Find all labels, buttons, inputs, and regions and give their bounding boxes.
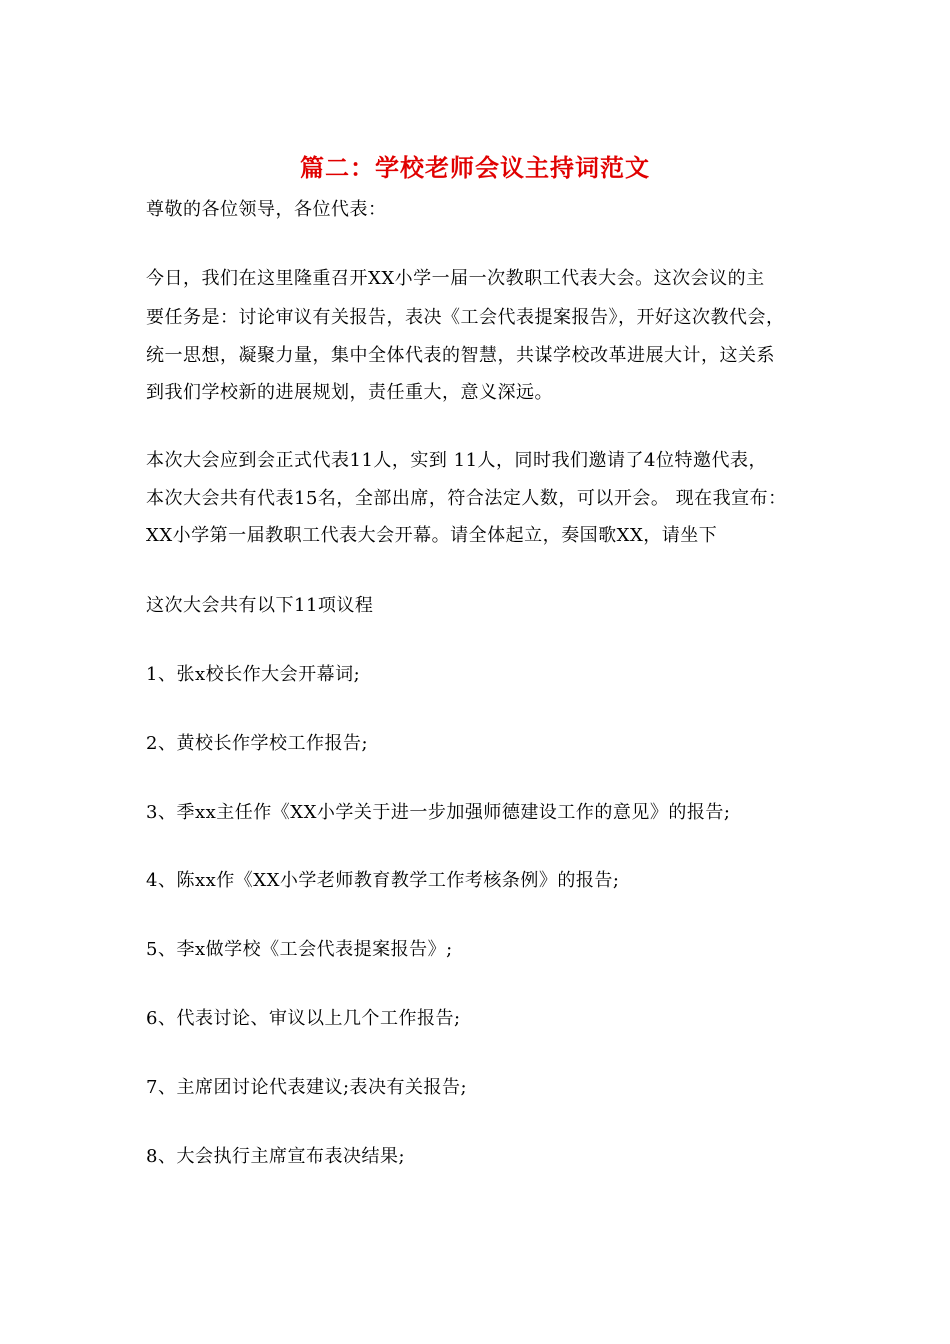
agenda-item-2: 2、黄校长作学校工作报告; bbox=[146, 733, 369, 754]
paragraph-1-line-2: 要任务是：讨论审议有关报告，表决《工会代表提案报告》，开好这次教代会， bbox=[146, 307, 785, 328]
agenda-item-1: 1、张x校长作大会开幕词; bbox=[146, 664, 361, 685]
agenda-item-7: 7、主席团讨论代表建议;表决有关报告; bbox=[146, 1077, 468, 1098]
agenda-item-8: 8、大会执行主席宣布表决结果; bbox=[146, 1146, 406, 1167]
agenda-item-6: 6、代表讨论、审议以上几个工作报告; bbox=[146, 1008, 461, 1029]
paragraph-2-line-1: 本次大会应到会正式代表11人，实到 11人，同时我们邀请了4位特邀代表， bbox=[146, 450, 767, 471]
document-title: 篇二：学校老师会议主持词范文 bbox=[300, 154, 650, 182]
paragraph-1-line-3: 统一思想，凝聚力量，集中全体代表的智慧，共谋学校改革进展大计，这关系 bbox=[146, 345, 775, 366]
agenda-item-5: 5、李x做学校《工会代表提案报告》; bbox=[146, 939, 453, 960]
agenda-item-4: 4、陈xx作《XX小学老师教育教学工作考核条例》的报告; bbox=[146, 870, 620, 891]
agenda-intro: 这次大会共有以下11项议程 bbox=[146, 595, 374, 616]
paragraph-2-line-2: 本次大会共有代表15名，全部出席，符合法定人数，可以开会。 现在我宣布： bbox=[146, 488, 787, 509]
agenda-item-3: 3、季xx主任作《XX小学关于进一步加强师德建设工作的意见》的报告; bbox=[146, 802, 731, 823]
greeting: 尊敬的各位领导，各位代表： bbox=[146, 199, 387, 220]
paragraph-1-line-4: 到我们学校新的进展规划，责任重大，意义深远。 bbox=[146, 382, 553, 403]
paragraph-2-line-3: XX小学第一届教职工代表大会开幕。请全体起立，奏国歌XX，请坐下 bbox=[146, 525, 718, 546]
paragraph-1-line-1: 今日，我们在这里隆重召开XX小学一届一次教职工代表大会。这次会议的主 bbox=[146, 268, 765, 289]
